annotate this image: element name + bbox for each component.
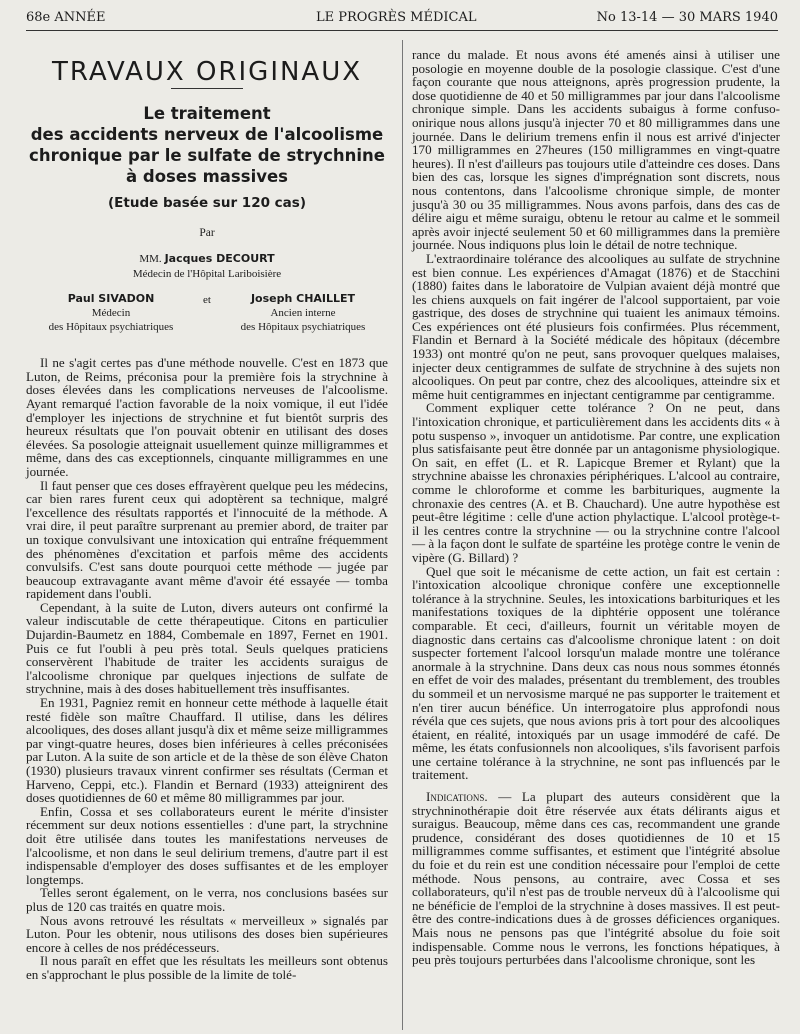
indications-paragraph	[412, 790, 780, 967]
column-divider	[402, 40, 403, 1030]
author-1-name: Jacques DECOURT	[164, 252, 275, 266]
body-paragraph: Enfin, Cossa et ses collaborateurs eurent le mérite d'insister récemment sur deux notions essentielles : d'une part, la strychnine doit être utilisée dans toutes les manifestations nerveuses de l'alcoolisme, et non dans le seul delirium tremens, d'autre part il est indispensable d'employer des doses suffisantes et de les employer longtemps.	[26, 803, 388, 887]
byline	[26, 226, 388, 334]
section-title: TRAVAUX ORIGINAUX	[51, 57, 363, 87]
author-3-name: Joseph CHAILLET	[250, 292, 356, 306]
body-paragraph: Comment expliquer cette tolérance ? On ne peut, dans l'intoxication chronique, et particulièrement dans les accidents dits « à potu suspenso », invoquer un antidotisme. Par contre, une explication plus satisfaisante peut être donnée par un antagonisme physiologique. On sait, en effet (L. et R. Lapicque Bremer et Rylant) que la strychnine abaisse les chronaxies périphériques. L'alcool au contraire, comme le chloroforme et comme les barbituriques, augmente la chronaxie des centres (A. et B. Chauchard). Une autre hypothèse est peut-être légitime : celle d'une action phylactique. L'alcool protège-t-il les centres contre la strychnine — ou la strychnine contre l'alcool — à la façon dont le sulfate de spartéine les protège contre le venin de vipère (G. Billard) ?	[412, 400, 780, 565]
body-paragraph: L'extraordinaire tolérance des alcooliques au sulfate de strychnine est bien connue. Les expériences d'Amagat (1876) et de Stacchini (1880) faites dans le laboratoire de Vulpian avaient déjà montré que les chiens auxquels on fait ingérer de l'alcool supportaient, par voie gastrique, des doses de strychnine qui tuaient les animaux témoins. Ces expériences ont été plusieurs fois confirmées. Plus récemment, Flandin et Bernard à la Société médicale des hôpitaux (décembre 1933) ont montré qu'on ne peut, sans provoquer quelques malaises, injecter deux centigrammes de sulfate de strychnine à des sujets non alcooliques. On peut par contre, chez des alcooliques, atteindre six et même huit centigrammes en injectant centigramme par centigramme.	[412, 250, 780, 402]
body-paragraph: Il nous paraît en effet que les résultats les meilleurs sont obtenus en s'approchant le plus possible de la limite de tolé-	[26, 953, 388, 982]
left-column	[26, 48, 388, 982]
article-title-line: à doses massives	[126, 166, 288, 186]
header-journal-title: LE PROGRÈS MÉDICAL	[316, 10, 477, 25]
article-title-line: chronique par le sulfate de strychnine	[29, 145, 385, 165]
author-2-affiliation-line1: Médecin	[91, 307, 131, 320]
body-paragraph: En 1931, Pagniez remit en honneur cette méthode à laquelle était resté fidèle son maître Chauffard. Il utilise, dans les délires alcooliques, des doses allant jusqu'à dix et même seize milligrammes par vingt-quatre heures, doses bien inférieures à celles préconisées par Luton. A la suite de son article et de la thèse de son élève Chaton (1930) plusieurs travaux vinrent confirmer ses résultats (Cerman et Harveno, Ceppi, etc.). Flandin et Bernard (1933) atteignirent des doses quotidiennes de 60 et même 80 milligrammes par jour.	[26, 695, 388, 806]
article-title	[26, 103, 388, 187]
author-1	[26, 251, 388, 267]
author-3	[218, 292, 388, 334]
author-1-prefix: MM.	[139, 253, 162, 266]
body-paragraph: Nous avons retrouvé les résultats « merveilleux » signalés par Luton. Pour les obtenir, nous utilisons des doses bien supérieures encore à celles de nos prédécesseurs.	[26, 912, 388, 955]
body-paragraph: Il faut penser que ces doses effrayèrent quelque peu les médecins, car bien rares furent ceux qui adoptèrent sa technique, malgré l'excellence des résultats rapportés et l'innocuité de la méthode. A vrai dire, il peut paraître surprenant au premier abord, de traiter par un toxique convulsivant une intoxication qui entraîne fréquemment des phénomènes d'excitation et parfois même des accidents convulsifs. C'est sans doute pourquoi cette méthode — jugée par beaucoup extravagante avant même d'avoir été essayée — tomba rapidement dans l'oubli.	[26, 477, 388, 602]
author-3-affiliation-line1: Ancien interne	[270, 307, 336, 320]
indications-text: — La plupart des auteurs considèrent que la strychninothérapie doit être réservée aux états délirants aigus et suraigus. Beaucoup, même dans ces cas, recommandent une grande prudence, considérant des doses quotidiennes de 10 et 15 milligrammes comme suffisantes, et estiment que l'intégrité absolue du foie et du rein est une condition nécessaire pour l'emploi de cette méthode. Nous pensons, au contraire, avec Cossa et ses collaborateurs, qu'il n'est pas de trouble nerveux dû à l'alcoolisme qui ne bénéficie de l'emploi de la strychnine à doses massives. Il est peut-être des contre-indications dues à de grosses déficiences organiques. Mais nous ne pensons pas que l'intégrité absolue du foie soit indispensable. Comme nous le verrons, les fonctions hépatiques, à peu près toujours perturbées dans l'alcoolisme chronique, sont les	[412, 789, 780, 968]
byline-par: Par	[199, 227, 215, 240]
title-rule	[171, 88, 243, 89]
article-title-line: des accidents nerveux de l'alcoolisme	[30, 124, 384, 144]
header-year: 68e ANNÉE	[26, 10, 106, 25]
running-header	[26, 10, 778, 30]
author-3-affiliation-line2: des Hôpitaux psychiatriques	[240, 321, 366, 334]
body-paragraph: rance du malade. Et nous avons été amenés ainsi à utiliser une posologie en moyenne double de la posologie classique. C'est d'une façon courante que nous atteignons, après progression prudente, la dose quotidienne de 40 et 50 milligrammes par jour dans l'alcoolisme chronique simple. Dans les accidents subaigus à forme confuso-onirique nous allons jusqu'à injecter 70 et 80 milligrammes dans une journée. Dans le delirium tremens enfin il nous est arrivé d'injecter 170 milligrammes en 27heures (150 milligrammes en vingt-quatre heures). Il n'est d'ailleurs pas toujours utile d'atteindre ces doses. Dans bien des cas, lorsque les signes d'imprégnation sont discrets, nous nous contentons, dans l'alcoolisme chronique simple, de monter jusqu'à 30 ou 35 milligrammes. Nous avons parfois, dans des cas de délire aigu et même suraigu, obtenu le retour au calme et le sommeil après avoir injecté seulement 50 et 60 milligrammes dans la première journée. Nous indiquons plus loin le détail de notre technique.	[412, 47, 780, 253]
body-paragraph: Quel que soit le mécanisme de cette action, un fait est certain : l'intoxication alcoolique chronique confère une exceptionnelle tolérance à la strychnine. Seules, les intoxications barbituriques et les manifestations toxiques de la diphtérie opposent une tolérance comparable. Et ceci, d'ailleurs, fournit un véritable moyen de diagnostic dans certains cas d'alcoolisme chronique latent : on doit suspecter fortement l'alcool lorsqu'un malade montre une tolérance anormale à la strychnine. Dans deux cas nous nous sommes étonnés en effet de voir des malades, présentant du tremblement, des troubles du sommeil et un nervosisme marqué ne pas supporter le traitement et n'en tirer aucun bénéfice. Un interrogatoire plus approfondi nous révéla que ces sujets, que nous avions pris à tort pour des alcooliques étaient, en réalité, intoxiqués par un usage immodéré de café. De même, les états confusionnels non alcooliques, s'ils favorisent parfois une certaine tolérance à la strychnine, ne sont pas influencés par le traitement.	[412, 563, 780, 783]
body-paragraph: Cependant, à la suite de Luton, divers auteurs ont confirmé la valeur indiscutable de cette thérapeutique. Citons en particulier Dujardin-Baumetz en 1884, Combemale en 1897, Fernet en 1901. Puis ce fut l'oubli à peu près total. Seuls quelques praticiens conservèrent l'habitude de traiter les accidents suraigus de l'alcoolisme chronique par quelques injections de sulfate de strychnine, mais à des doses habituellement très insuffisantes.	[26, 599, 388, 697]
article-subtitle: (Etude basée sur 120 cas)	[108, 194, 306, 211]
right-column	[412, 48, 780, 967]
authors-row	[26, 292, 388, 334]
author-2-affiliation-line2: des Hôpitaux psychiatriques	[48, 321, 174, 334]
header-issue-date: No 13-14 — 30 MARS 1940	[596, 10, 778, 25]
header-rule	[26, 30, 778, 31]
author-2-name: Paul SIVADON	[67, 292, 155, 306]
author-2	[26, 292, 196, 334]
and-word: et	[203, 294, 211, 307]
indications-label: Indications.	[426, 789, 488, 805]
author-1-affiliation: Médecin de l'Hôpital Lariboisière	[132, 268, 282, 281]
body-paragraph: Il ne s'agit certes pas d'une méthode nouvelle. C'est en 1873 que Luton, de Reims, préconisa pour la première fois la strychnine à doses élevées dans les complications nerveuses de l'alcoolisme. Ayant remarqué l'action favorable de la noix vomique, il eut l'idée d'employer les injections de strychnine et fut bientôt surpris des heureux résultats que l'on pouvait obtenir en utilisant des doses élevées. Sa posologie atteignait usuellement quinze milligrammes et même, dans des cas exceptionnels, cinquante milligrammes en une journée.	[26, 355, 388, 479]
body-paragraph: Telles seront également, on le verra, nos conclusions basées sur plus de 120 cas traités en quatre mois.	[26, 885, 388, 914]
article-title-line: Le traitement	[143, 103, 271, 123]
